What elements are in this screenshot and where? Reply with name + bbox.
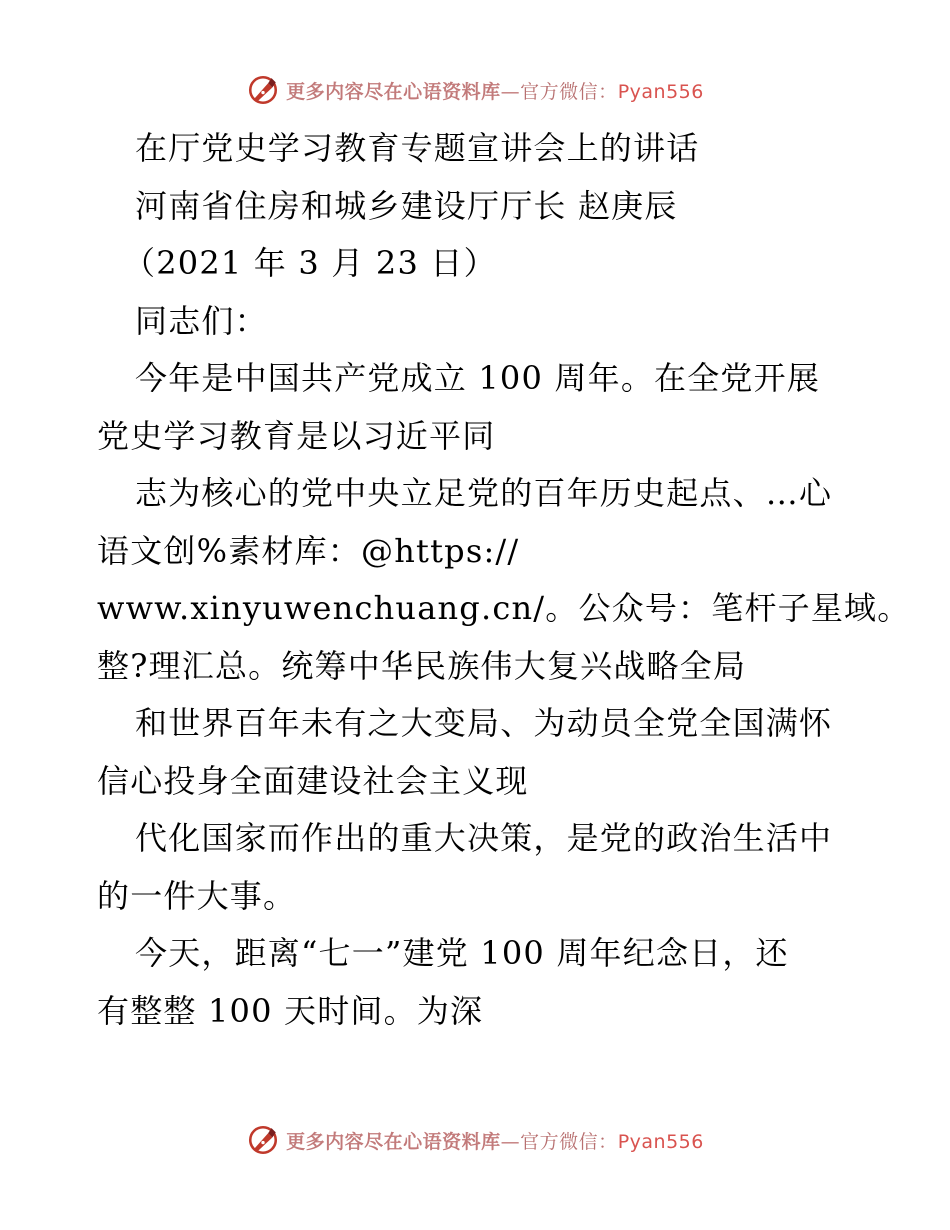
paragraph-line: 的一件大事。 bbox=[97, 876, 297, 915]
paragraph-line: 语文创%素材库：@https:// bbox=[97, 531, 520, 570]
paragraph-line: www.xinyuwenchuang.cn/。公众号：笔杆子星域。 bbox=[97, 589, 911, 627]
banner-separator: — bbox=[500, 80, 521, 103]
paragraph-line: 党史学习教育是以习近平同 bbox=[97, 416, 496, 455]
salutation: 同志们： bbox=[135, 301, 268, 340]
paragraph-line: 今天，距离“七一”建党 100 周年纪念日，还 bbox=[135, 934, 789, 972]
banner-wechat-id: Pyan556 bbox=[617, 80, 704, 103]
banner-wechat-label: 官方微信： bbox=[520, 1130, 618, 1153]
banner-wechat-label: 官方微信： bbox=[520, 80, 618, 103]
paragraph-line: 和世界百年未有之大变局、为动员全党全国满怀 bbox=[135, 704, 833, 742]
paragraph-line: 信心投身全面建设社会主义现 bbox=[97, 761, 529, 800]
paragraph-line: 今年是中国共产党成立 100 周年。在全党开展 bbox=[135, 359, 821, 397]
footer-banner bbox=[0, 1120, 950, 1160]
banner-main-text: 更多内容尽在心语资料库 bbox=[286, 80, 501, 103]
banner-separator: — bbox=[500, 1130, 521, 1153]
paragraph-line: 有整整 100 天时间。为深 bbox=[97, 991, 484, 1030]
paragraph-line: 整?理汇总。统筹中华民族伟大复兴战略全局 bbox=[97, 646, 747, 685]
header-banner bbox=[0, 70, 950, 110]
pen-nib-logo-icon bbox=[246, 73, 280, 107]
paragraph-line: 代化国家而作出的重大决策，是党的政治生活中 bbox=[135, 819, 833, 857]
banner-main-text: 更多内容尽在心语资料库 bbox=[286, 1130, 501, 1153]
document-title: 在厅党史学习教育专题宣讲会上的讲话 bbox=[135, 129, 700, 167]
document-author: 河南省住房和城乡建设厅厅长 赵庚辰 bbox=[135, 186, 678, 225]
banner-text bbox=[286, 77, 704, 104]
banner-wechat-id: Pyan556 bbox=[617, 1130, 704, 1153]
paragraph-line: 志为核心的党中央立足党的百年历史起点、…心 bbox=[135, 474, 833, 512]
banner-text bbox=[286, 1127, 704, 1154]
document-date: （2021 年 3 月 23 日） bbox=[123, 244, 497, 282]
document-body bbox=[97, 120, 911, 1040]
pen-nib-logo-icon bbox=[246, 1123, 280, 1157]
